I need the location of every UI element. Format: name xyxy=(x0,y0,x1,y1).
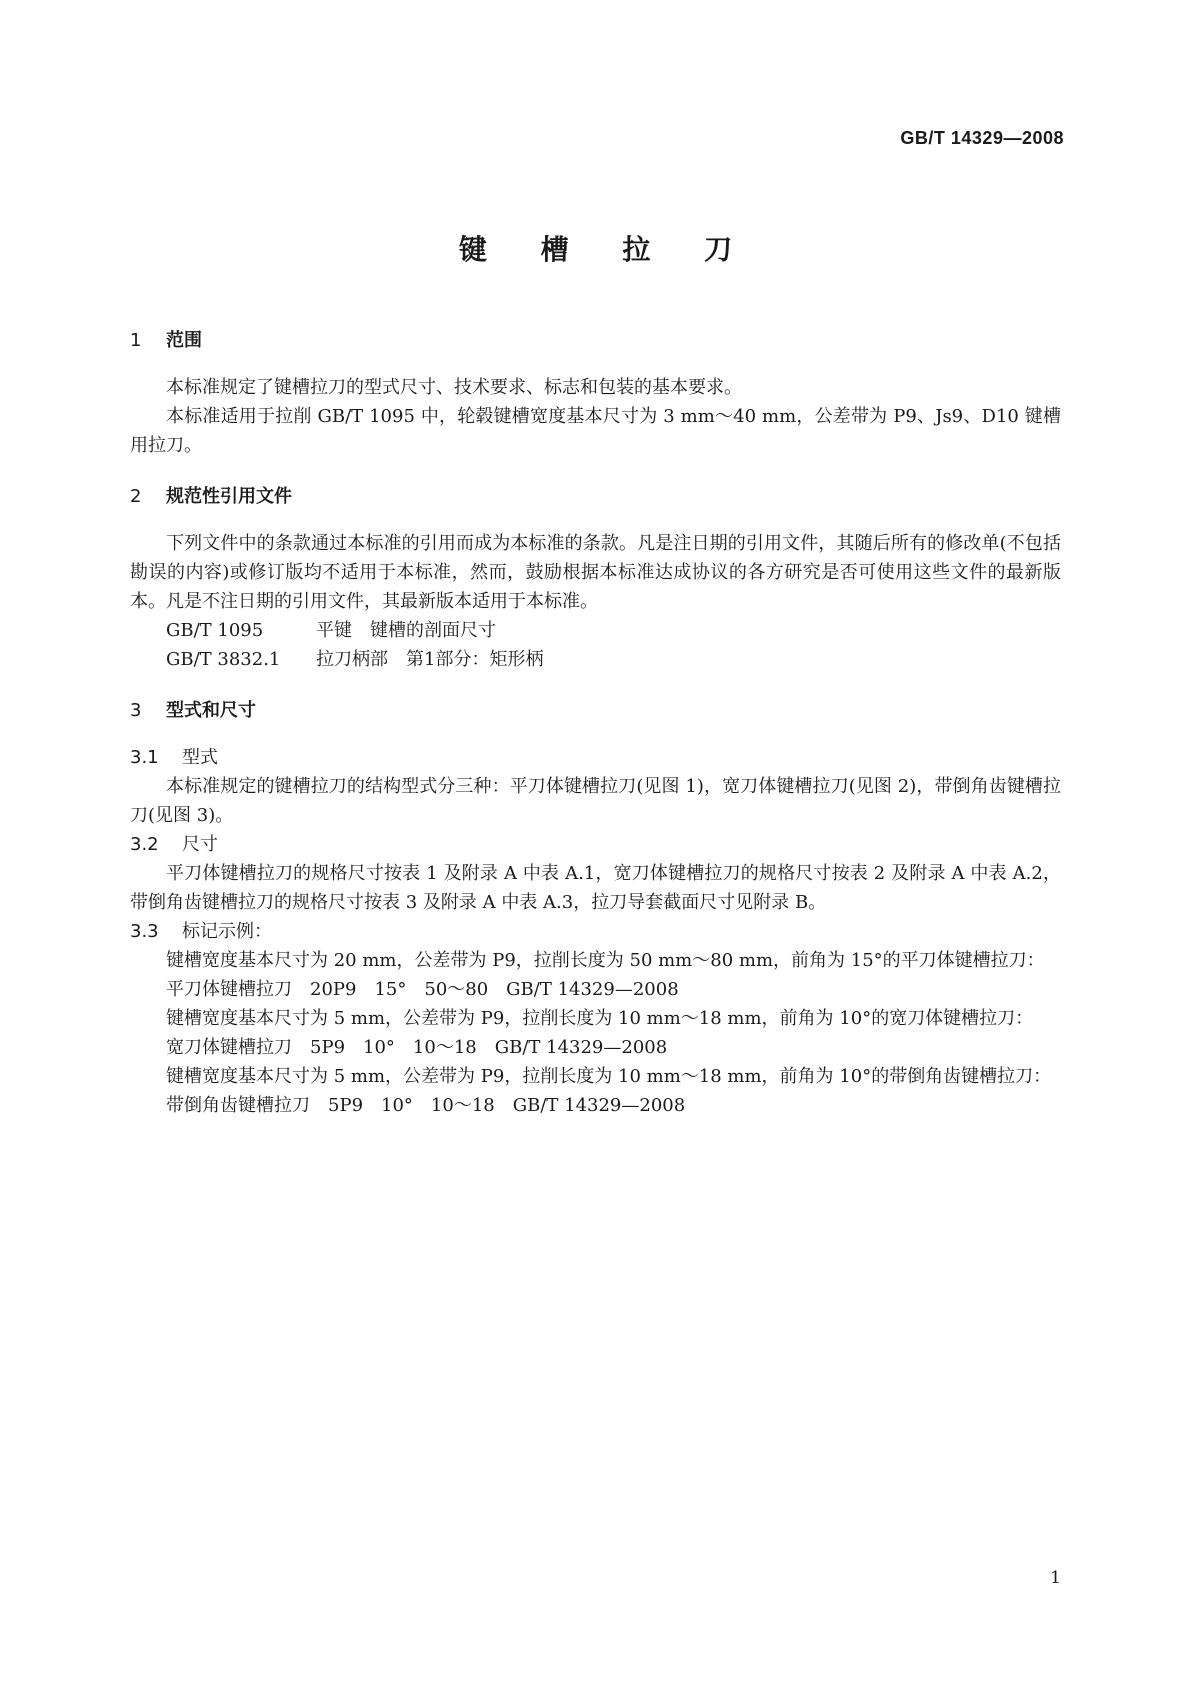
document-body xyxy=(130,326,1061,1120)
section-number: 3 xyxy=(130,700,142,721)
section-title: 范围 xyxy=(166,330,202,351)
section-number: 1 xyxy=(130,330,142,351)
paragraph: 本标准规定的键槽拉刀的结构型式分三种：平刀体键槽拉刀(见图 1)，宽刀体键槽拉刀(见图 2)，带倒角齿键槽拉刀(见图 3)。 xyxy=(130,776,1061,826)
section-title: 型式和尺寸 xyxy=(166,700,256,721)
section-heading-normative-references xyxy=(130,482,1061,511)
subsection-title: 型式 xyxy=(182,747,218,768)
example-description: 键槽宽度基本尺寸为 20 mm，公差带为 P9，拉削长度为 50 mm～80 mm，前角为 15°的平刀体键槽拉刀： xyxy=(166,950,1045,971)
subsection-number: 3.3 xyxy=(130,921,159,942)
reference-item xyxy=(130,645,1061,674)
subsection-title: 标记示例： xyxy=(182,921,272,942)
marking-example: 宽刀体键槽拉刀 5P9 10° 10～18 GB/T 14329—2008 xyxy=(166,1037,668,1058)
reference-title: 平键 键槽的剖面尺寸 xyxy=(316,620,496,641)
subsection-heading-dimensions xyxy=(130,830,1061,859)
standard-number: GB/T 14329—2008 xyxy=(900,128,1064,148)
paragraph: 平刀体键槽拉刀的规格尺寸按表 1 及附录 A 中表 A.1，宽刀体键槽拉刀的规格尺寸按表 2 及附录 A 中表 A.2，带倒角齿键槽拉刀的规格尺寸按表 3 及附录 A 中表 A.3，拉刀导套截面尺寸见附录 B。 xyxy=(130,863,1061,913)
marking-example: 带倒角齿键槽拉刀 5P9 10° 10～18 GB/T 14329—2008 xyxy=(166,1095,686,1116)
section-title: 规范性引用文件 xyxy=(166,486,292,507)
section-number: 2 xyxy=(130,486,142,507)
paragraph: 本标准规定了键槽拉刀的型式尺寸、技术要求、标志和包装的基本要求。 xyxy=(166,377,742,398)
example-description: 键槽宽度基本尺寸为 5 mm，公差带为 P9，拉削长度为 10 mm～18 mm，前角为 10°的宽刀体键槽拉刀： xyxy=(166,1008,1034,1029)
subsection-heading-marking-examples xyxy=(130,917,1061,946)
marking-example: 平刀体键槽拉刀 20P9 15° 50～80 GB/T 14329—2008 xyxy=(166,979,679,1000)
paragraph: 本标准适用于拉削 GB/T 1095 中，轮毂键槽宽度基本尺寸为 3 mm～40 mm，公差带为 P9、Js9、D10 键槽用拉刀。 xyxy=(130,406,1061,456)
reference-title: 拉刀柄部 第1部分：矩形柄 xyxy=(316,649,544,670)
subsection-heading-types xyxy=(130,743,1061,772)
subsection-title: 尺寸 xyxy=(182,834,218,855)
example-description: 键槽宽度基本尺寸为 5 mm，公差带为 P9，拉削长度为 10 mm～18 mm，前角为 10°的带倒角齿键槽拉刀： xyxy=(166,1066,1052,1087)
reference-item xyxy=(130,616,1061,645)
section-heading-types-dimensions xyxy=(130,696,1061,725)
page-number: 1 xyxy=(1050,1568,1061,1588)
reference-code: GB/T 1095 xyxy=(166,620,264,641)
subsection-number: 3.1 xyxy=(130,747,159,768)
paragraph: 下列文件中的条款通过本标准的引用而成为本标准的条款。凡是注日期的引用文件，其随后所有的修改单(不包括勘误的内容)或修订版均不适用于本标准，然而，鼓励根据本标准达成协议的各方研究是否可使用这些文件的最新版本。凡是不注日期的引用文件，其最新版本适用于本标准。 xyxy=(130,533,1061,612)
page-title: 键 槽 拉 刀 xyxy=(458,233,755,266)
reference-code: GB/T 3832.1 xyxy=(166,649,281,670)
subsection-number: 3.2 xyxy=(130,834,159,855)
section-heading-scope xyxy=(130,326,1061,355)
